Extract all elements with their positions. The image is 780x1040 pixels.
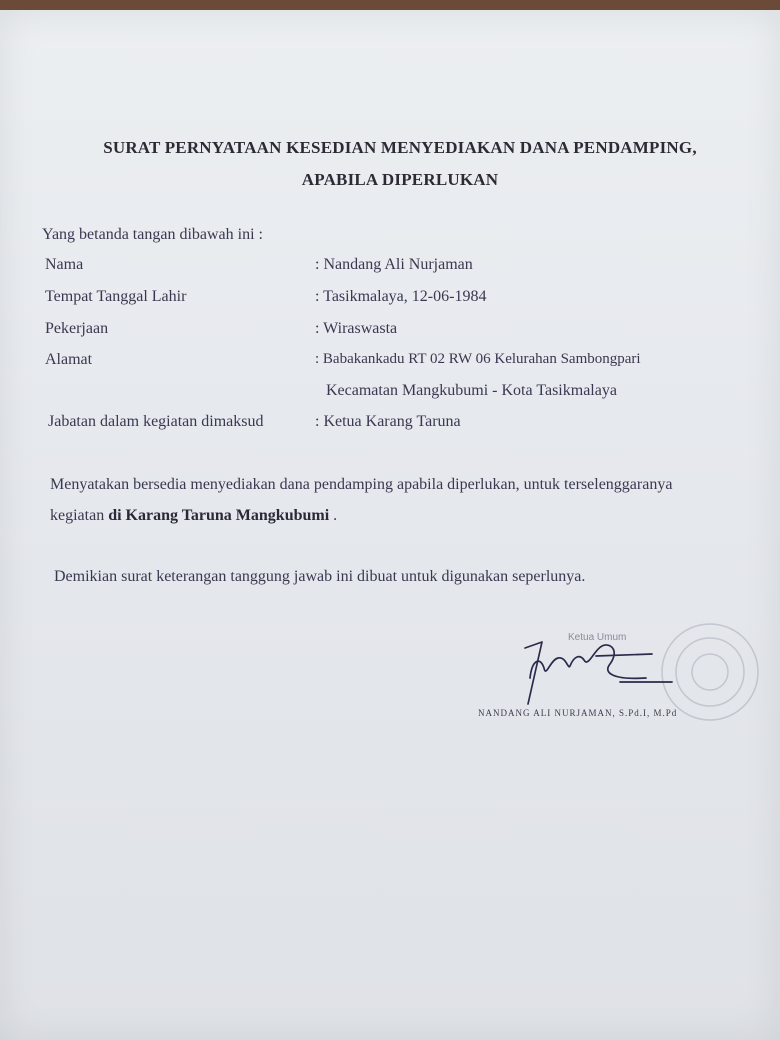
ttl-label: Tempat Tanggal Lahir — [45, 288, 187, 305]
signature-block — [470, 620, 770, 730]
statement-line2 — [50, 507, 337, 525]
pekerjaan-label: Pekerjaan — [45, 320, 109, 337]
intro-text: Yang betanda tangan dibawah ini : — [42, 226, 263, 243]
document-title-line1: SURAT PERNYATAAN KESEDIAN MENYEDIAKAN DANA PENDAMPING, — [103, 138, 697, 157]
alamat-value-line2: Kecamatan Mangkubumi - Kota Tasikmalaya — [326, 382, 617, 399]
statement-organization: di Karang Taruna Mangkubumi — [108, 507, 330, 524]
statement-suffix: . — [333, 507, 338, 524]
ttl-value: : Tasikmalaya, 12-06-1984 — [315, 288, 487, 305]
signatory-name: NANDANG ALI NURJAMAN, S.Pd.I, M.Pd — [478, 708, 678, 718]
statement-prefix: kegiatan — [50, 507, 105, 524]
statement-line1: Menyatakan bersedia menyediakan dana pendamping apabila diperlukan, untuk terselenggaranya — [50, 476, 673, 493]
nama-value: : Nandang Ali Nurjaman — [315, 256, 473, 273]
alamat-value-line1: : Babakankadu RT 02 RW 06 Kelurahan Sambongpari — [315, 351, 641, 367]
jabatan-value: : Ketua Karang Taruna — [315, 413, 461, 430]
alamat-label: Alamat — [45, 351, 93, 368]
document-title-line2: APABILA DIPERLUKAN — [301, 170, 499, 189]
handwritten-signature — [525, 642, 672, 704]
document-page — [0, 10, 780, 1040]
signature-position: Ketua Umum — [568, 632, 627, 643]
nama-label: Nama — [45, 256, 84, 273]
closing-text: Demikian surat keterangan tanggung jawab ini dibuat untuk digunakan seperlunya. — [54, 568, 586, 585]
pekerjaan-value: : Wiraswasta — [315, 320, 398, 337]
official-stamp — [662, 624, 758, 720]
jabatan-label: Jabatan dalam kegiatan dimaksud — [48, 413, 264, 430]
